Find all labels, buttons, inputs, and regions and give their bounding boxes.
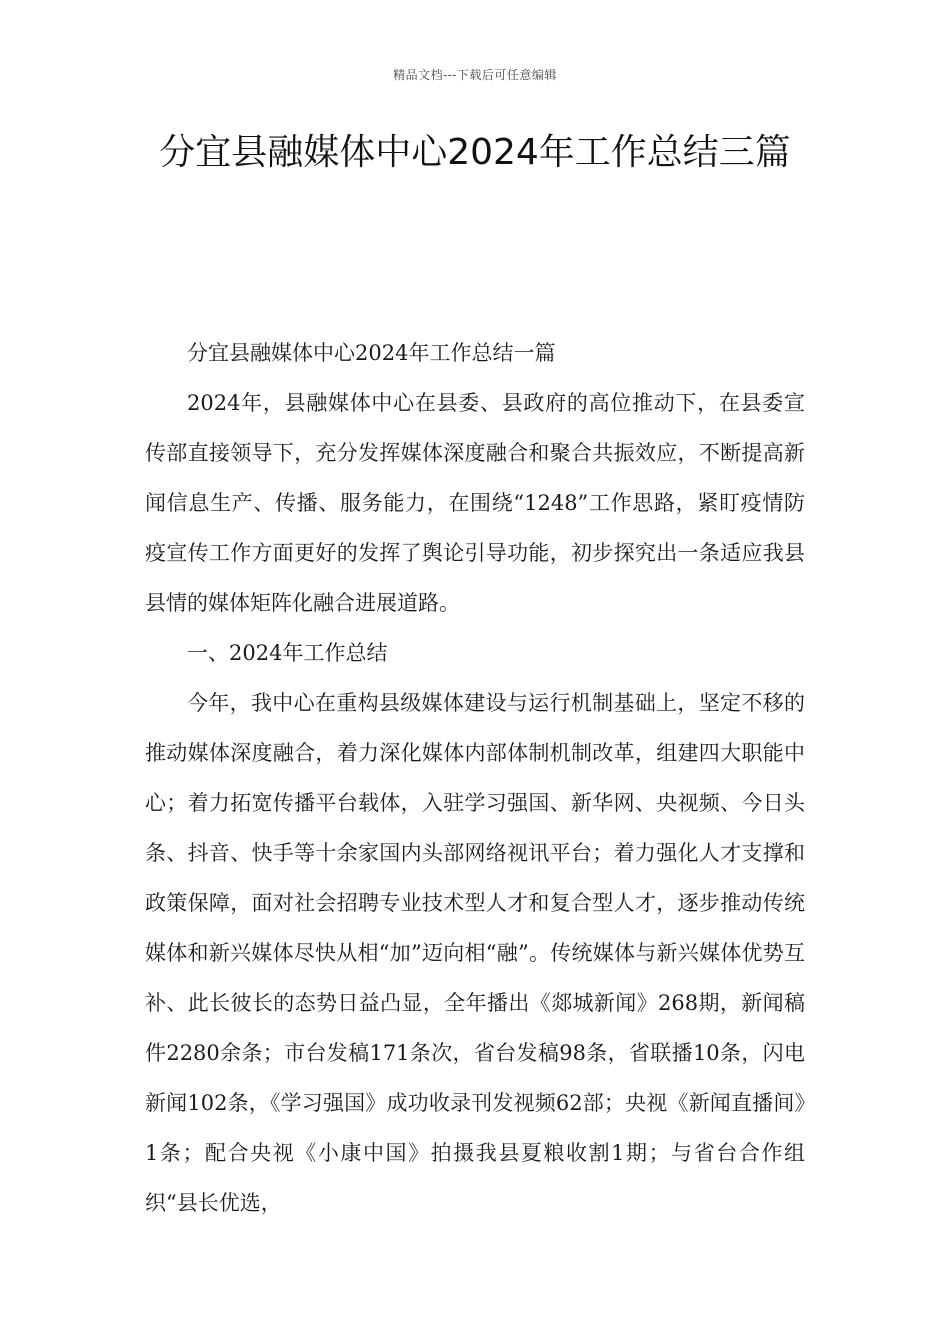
section-heading-summary: 一、2024年工作总结 [187, 641, 388, 665]
document-body [145, 328, 805, 1228]
header-note: 精品文档---下载后可任意编辑 [393, 68, 557, 82]
section-heading-one: 分宜县融媒体中心2024年工作总结一篇 [187, 341, 556, 365]
document-title: 分宜县融媒体中心2024年工作总结三篇 [159, 132, 791, 173]
intro-paragraph: 2024年，县融媒体中心在县委、县政府的高位推动下，在县委宣传部直接领导下，充分发挥媒体深度融合和聚合共振效应，不断提高新闻信息生产、传播、服务能力，在围绕“1248”工作思路，紧盯疫情防疫宣传工作方面更好的发挥了舆论引导功能，初步探究出一条适应我县县情的媒体矩阵化融合进展道路。 [145, 391, 805, 615]
summary-paragraph: 今年，我中心在重构县级媒体建设与运行机制基础上，坚定不移的推动媒体深度融合，着力深化媒体内部体制机制改革，组建四大职能中心；着力拓宽传播平台载体，入驻学习强国、新华网、央视频、今日头条、抖音、快手等十余家国内头部网络视讯平台；着力强化人才支撑和政策保障，面对社会招聘专业技术型人才和复合型人才，逐步推动传统媒体和新兴媒体尽快从相“加”迈向相“融”。传统媒体与新兴媒体优势互补、此长彼长的态势日益凸显，全年播出《郯城新闻》268期，新闻稿件2280余条；市台发稿171条次，省台发稿98条，省联播10条，闪电新闻102条，《学习强国》成功收录刊发视频62部；央视《新闻直播间》1条；配合央视《小康中国》拍摄我县夏粮收割1期；与省台合作组织“县长优选， [145, 691, 805, 1215]
